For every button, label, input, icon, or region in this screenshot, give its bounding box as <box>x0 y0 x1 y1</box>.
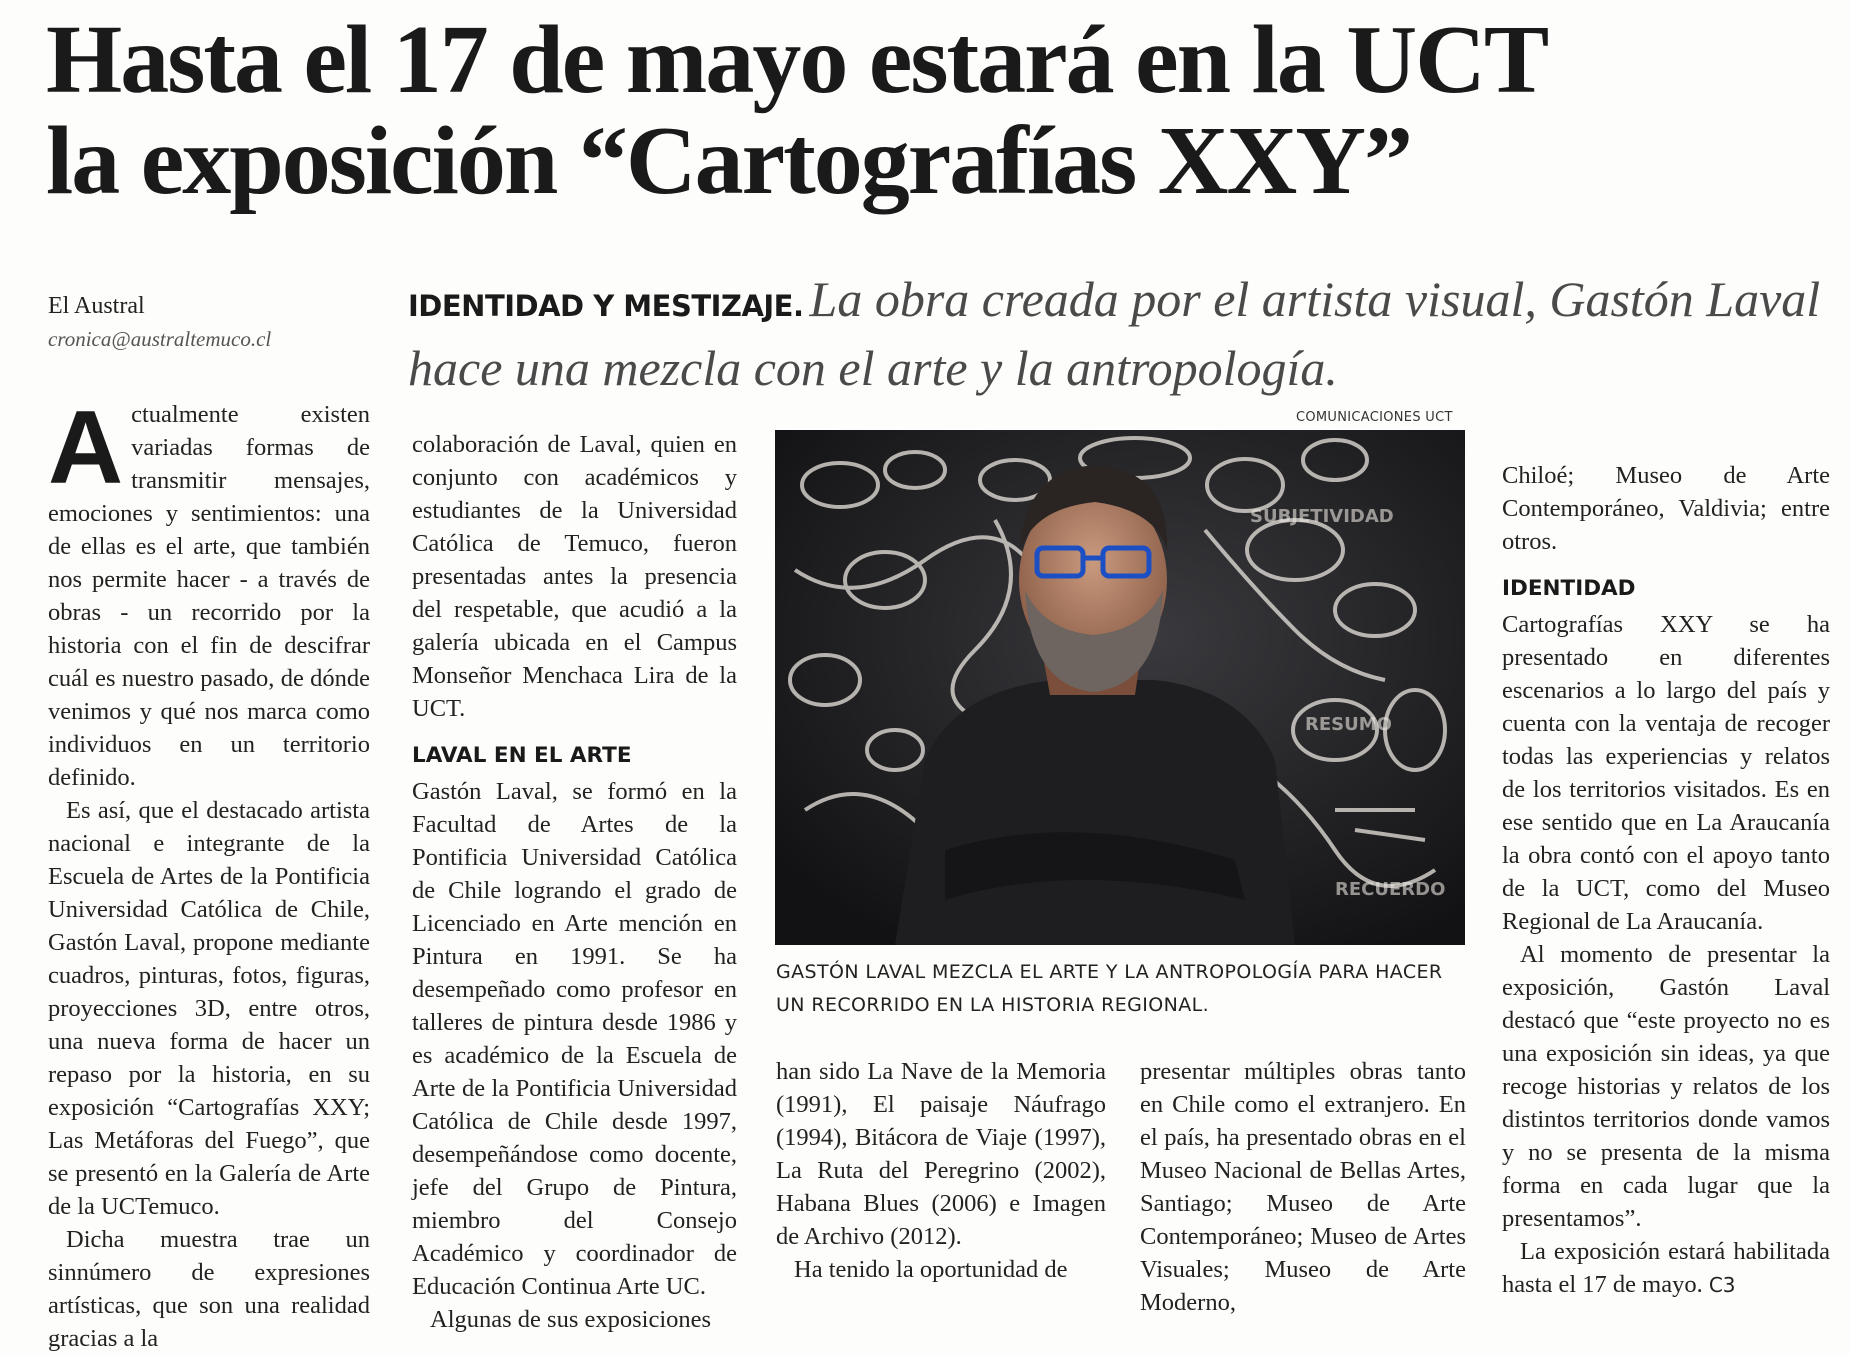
paragraph: han sido La Nave de la Memoria (1991), El paisaje Náufrago (1994), Bitácora de Viaje (1997), La Ruta del Peregrino (2002), Habana Blues (2006) e Imagen de Archivo (2012). <box>776 1058 1106 1250</box>
paragraph: Cartografías XXY se ha presentado en diferentes escenarios a lo largo del país y cuenta con la ventaja de recoger todas las experiencias y relatos de los territorios visitados. Es en ese sentido que en La Araucanía la obra contó con el apoyo tanto de la UCT, como del Museo Regional de La Araucanía. <box>1502 611 1830 935</box>
column-1 <box>48 390 370 1355</box>
paragraph: presentar múltiples obras tanto en Chile como el extranjero. En el país, ha presentado obras en el Museo Nacional de Bellas Artes, Santiago; Museo de Arte Contemporáneo; Museo de Artes Visuales; Museo de Arte Moderno, <box>1140 1058 1466 1316</box>
svg-text:RESUMO: RESUMO <box>1305 714 1392 735</box>
svg-text:SUBJETIVIDAD: SUBJETIVIDAD <box>1250 506 1394 527</box>
headline-line-2: la exposición “Cartografías XXY” <box>46 106 1412 215</box>
paragraph: Chiloé; Museo de Arte Contemporáneo, Valdivia; entre otros. <box>1502 462 1830 555</box>
deck <box>408 268 1828 399</box>
paragraph: Ha tenido la oportunidad de <box>794 1256 1068 1283</box>
deck-kicker: IDENTIDAD Y MESTIZAJE. <box>408 289 804 323</box>
paragraph: Dicha muestra trae un sinnúmero de expresiones artísticas, que son una realidad gracias a la <box>48 1226 370 1352</box>
closing-text: La exposición estará habilitada hasta el 17 de mayo. <box>1502 1238 1830 1298</box>
portrait-illustration <box>775 430 1465 945</box>
photo-caption: GASTÓN LAVAL MEZCLA EL ARTE Y LA ANTROPOLOGÍA PARA HACER UN RECORRIDO EN LA HISTORIA REGIONAL. <box>776 961 1443 1016</box>
headline <box>46 6 1826 215</box>
paragraph: Actualmente existen variadas formas de transmitir mensajes, emociones y sentimientos: una de ellas es el arte, que también nos permite hacer - a través de obras - un recorrido por la historia con el fin de descifrar cuál es nuestro pasado, de dónde venimos y qué nos marca como individuos en un territorio definido. <box>48 390 370 791</box>
deck-text: La obra creada por el artista visual, Gastón Laval hace una mezcla con el arte y la antropología. <box>408 271 1821 396</box>
paragraph: Gastón Laval, se formó en la Facultad de Artes de la Pontificia Universidad Católica de Chile logrando el grado de Licenciado en Arte mención en Pintura en 1991. Se ha desempeñado como profesor en talleres de pintura desde 1986 y es académico de la Escuela de Arte de la Pontificia Universidad Católica de Chile desde 1997, desempeñándose como docente, jefe del Grupo de Pintura, miembro del Consejo Académico y coordinador de Educación Continua Arte UC. <box>412 778 737 1300</box>
section-heading: IDENTIDAD <box>1502 576 1636 601</box>
dropcap: A <box>48 390 124 506</box>
end-mark: C3 <box>1708 1273 1736 1297</box>
column-3 <box>776 1055 1106 1286</box>
svg-text:RECUERDO: RECUERDO <box>1335 879 1446 900</box>
byline-author: El Austral <box>48 293 145 319</box>
column-2 <box>412 428 737 1336</box>
paragraph: Algunas de sus exposiciones <box>430 1306 712 1333</box>
paragraph <box>1502 1235 1830 1302</box>
paragraph: colaboración de Laval, quien en conjunto con académicos y estudiantes de la Universidad Católica de Temuco, fueron presentadas antes la presencia del respetable, que acudió a la galería ubicada en el Campus Monseñor Menchaca Lira de la UCT. <box>412 431 737 722</box>
column-5 <box>1502 459 1830 1302</box>
paragraph: Al momento de presentar la exposición, Gastón Laval destacó que “este proyecto no es una exposición sin ideas, ya que recoge historias y relatos de los distintos territorios donde vamos y no se presenta de la misma forma en cada lugar que la presentamos”. <box>1502 941 1830 1232</box>
paragraph: Es así, que el destacado artista nacional e integrante de la Escuela de Artes de la Pontificia Universidad Católica de Chile, Gastón Laval, propone mediante cuadros, pinturas, fotos, figuras, proyecciones 3D, entre otros, una nueva forma de hacer un repaso por la historia, en su exposición “Cartografías XXY; Las Metáforas del Fuego”, que se presentó en la Galería de Arte de la UCTemuco. <box>48 797 370 1220</box>
headline-line-1: Hasta el 17 de mayo estará en la UCT <box>46 6 1548 114</box>
byline-email: cronica@australtemuco.cl <box>48 327 272 351</box>
section-heading: LAVAL EN EL ARTE <box>412 743 632 768</box>
photo-credit: COMUNICACIONES UCT <box>1296 410 1453 425</box>
photo-gaston-laval <box>775 430 1465 945</box>
column-4 <box>1140 1055 1466 1319</box>
